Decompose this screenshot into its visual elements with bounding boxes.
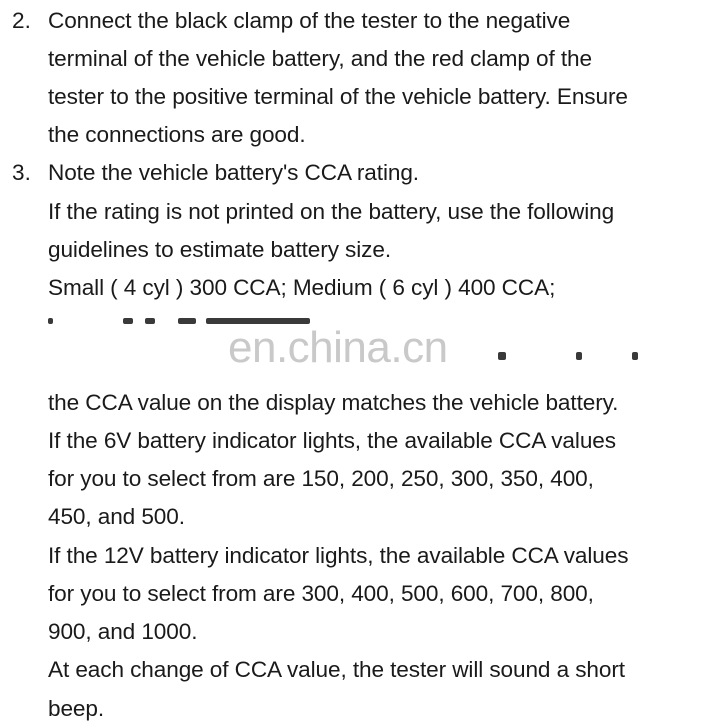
step-2-number: 2.	[12, 8, 31, 33]
step-3-line: the CCA value on the display matches the vehicle battery.	[48, 390, 619, 415]
text-fragment	[48, 318, 53, 324]
step-3-line: 900, and 1000.	[48, 619, 198, 644]
step-3-line: guidelines to estimate battery size.	[48, 237, 392, 262]
step-3-line: If the 6V battery indicator lights, the available CCA values	[48, 428, 616, 453]
step-3-line: If the 12V battery indicator lights, the available CCA values	[48, 543, 629, 568]
step-3-line: If the rating is not printed on the battery, use the following	[48, 199, 615, 224]
step-3-line: beep.	[48, 696, 105, 721]
step-3-line: Small ( 4 cyl ) 300 CCA; Medium ( 6 cyl ) 400 CCA;	[48, 275, 556, 300]
step-2-line: the connections are good.	[48, 122, 306, 147]
text-fragment	[632, 352, 638, 360]
text-fragment	[145, 318, 155, 324]
text-fragment	[498, 352, 506, 360]
step-2-line: Connect the black clamp of the tester to the negative	[48, 8, 571, 33]
watermark	[228, 318, 488, 378]
text-fragment	[178, 318, 196, 324]
watermark-text: en.china.cn	[228, 323, 448, 372]
step-3-line: At each change of CCA value, the tester will sound a short	[48, 657, 625, 682]
step-3-number: 3.	[12, 160, 31, 185]
step-3-line: for you to select from are 300, 400, 500, 600, 700, 800,	[48, 581, 594, 606]
step-2-line: terminal of the vehicle battery, and the red clamp of the	[48, 46, 592, 71]
step-3-line: Note the vehicle battery's CCA rating.	[48, 160, 419, 185]
step-2-line: tester to the positive terminal of the vehicle battery. Ensure	[48, 84, 628, 109]
text-fragment	[576, 352, 582, 360]
text-fragment	[123, 318, 133, 324]
step-3-line: for you to select from are 150, 200, 250, 300, 350, 400,	[48, 466, 594, 491]
step-3-line: 450, and 500.	[48, 504, 185, 529]
